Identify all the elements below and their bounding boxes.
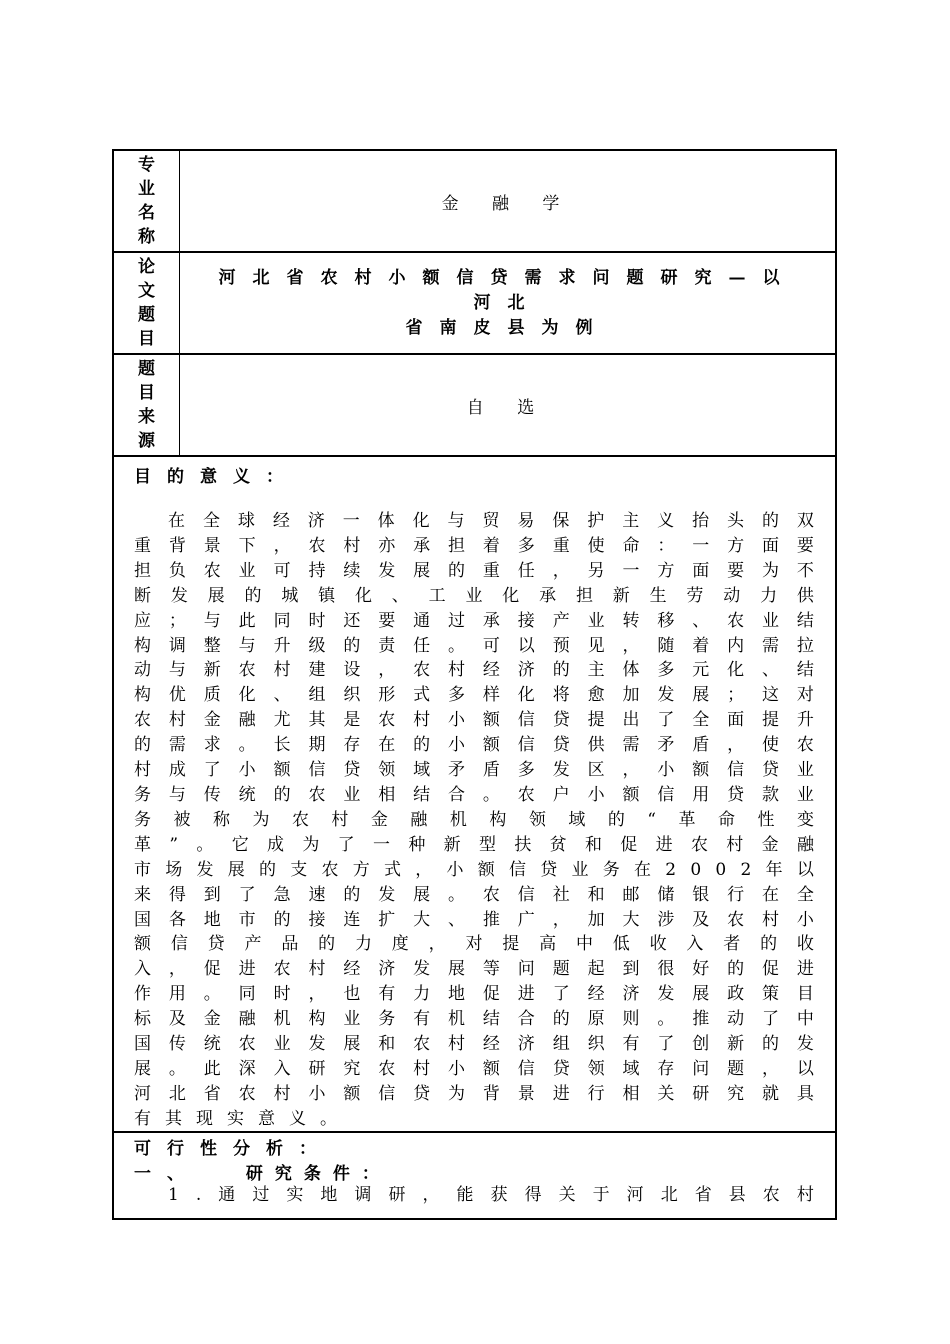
- feasibility-subheading: 一、 研究条件：: [134, 1164, 391, 1184]
- paragraph-line: 有其现实意义。: [134, 1108, 351, 1129]
- feasibility-heading: 可行性分析：: [134, 1139, 332, 1159]
- paragraph-line: 应 ； 与 此 同 时 还 要 通 过 承 接 产 业 转 移 、 农 业 结: [134, 610, 814, 631]
- paragraph-line: 务 与 传 统 的 农 业 相 结 合 。 农 户 小 额 信 用 贷 款 业: [134, 784, 814, 805]
- source-value: 自 选: [466, 397, 549, 418]
- source-row: [114, 355, 835, 457]
- paragraph-line: 在 全 球 经 济 一 体 化 与 贸 易 保 护 主 义 抬 头 的 双: [168, 511, 814, 531]
- feasibility-line: 1 . 通 过 实 地 调 研 ， 能 获 得 关 于 河 北 省 县 农 村: [168, 1185, 814, 1205]
- significance-heading: 目的意义：: [134, 467, 299, 487]
- proposal-table: [112, 149, 837, 1220]
- title-label: 论 文 题 目: [114, 253, 180, 353]
- title-row: [114, 253, 835, 355]
- feasibility-section: [114, 1133, 835, 1218]
- paragraph-line: 入 ， 促 进 农 村 经 济 发 展 等 问 题 起 到 很 好 的 促 进: [134, 959, 814, 980]
- paragraph-line: 的 需 求 。 长 期 存 在 的 小 额 信 贷 供 需 矛 盾 ， 使 农: [134, 735, 814, 756]
- major-row: [114, 151, 835, 253]
- significance-section: [114, 457, 835, 1133]
- paragraph-line: 作 用 。 同 时 ， 也 有 力 地 促 进 了 经 济 发 展 政 策 目: [134, 984, 814, 1005]
- paragraph-line: 构 优 质 化 、 组 织 形 式 多 样 化 将 愈 加 发 展 ； 这 对: [134, 685, 814, 706]
- paragraph-line: 构 调 整 与 升 级 的 责 任 。 可 以 预 见 ， 随 着 内 需 拉: [134, 635, 814, 656]
- thesis-title: 河北省农村小额信贷需求问题研究—以河北 省南皮县为例: [218, 267, 797, 338]
- major-label: 专 业 名 称: [114, 151, 180, 251]
- paragraph-line: 市 场 发 展 的 支 农 方 式 ， 小 额 信 贷 业 务 在 2 0 0 2 年 以: [134, 859, 814, 880]
- paragraph-line: 动 与 新 农 村 建 设 ， 农 村 经 济 的 主 体 多 元 化 、 结: [134, 660, 814, 681]
- paragraph-line: 国 各 地 市 的 接 连 扩 大 、 推 广 ， 加 大 涉 及 农 村 小: [134, 909, 814, 930]
- paragraph-line: 展 。 此 深 入 研 究 农 村 小 额 信 贷 领 域 存 问 题 ， 以: [134, 1058, 814, 1079]
- paragraph-line: 重 背 景 下 ， 农 村 亦 承 担 着 多 重 使 命 ： 一 方 面 要: [134, 535, 814, 556]
- paragraph-line: 村 成 了 小 额 信 贷 领 域 矛 盾 多 发 区 ， 小 额 信 贷 业: [134, 760, 814, 781]
- source-label: 题 目 来 源: [114, 355, 180, 455]
- paragraph-line: 额 信 贷 产 品 的 力 度 ， 对 提 高 中 低 收 入 者 的 收: [134, 934, 814, 955]
- significance-paragraph: [134, 509, 814, 1132]
- paragraph-line: 来 得 到 了 急 速 的 发 展 。 农 信 社 和 邮 储 银 行 在 全: [134, 884, 814, 905]
- paragraph-line: 务 被 称 为 农 村 金 融 机 构 领 域 的 “ 革 命 性 变: [134, 809, 814, 830]
- paragraph-line: 河 北 省 农 村 小 额 信 贷 为 背 景 进 行 相 关 研 究 就 具: [134, 1083, 814, 1104]
- paragraph-line: 国 传 统 农 业 发 展 和 农 村 经 济 组 织 有 了 创 新 的 发: [134, 1034, 814, 1055]
- paragraph-line: 农 村 金 融 尤 其 是 农 村 小 额 信 贷 提 出 了 全 面 提 升: [134, 710, 814, 731]
- major-value: 金 融 学: [441, 193, 574, 214]
- paragraph-line: 担 负 农 业 可 持 续 发 展 的 重 任 ， 另 一 方 面 要 为 不: [134, 560, 814, 581]
- paragraph-line: 标 及 金 融 机 构 业 务 有 机 结 合 的 原 则 。 推 动 了 中: [134, 1009, 814, 1030]
- paragraph-line: 革 ” 。 它 成 为 了 一 种 新 型 扶 贫 和 促 进 农 村 金 融: [134, 834, 814, 855]
- paragraph-line: 断 发 展 的 城 镇 化 、 工 业 化 承 担 新 生 劳 动 力 供: [134, 585, 814, 606]
